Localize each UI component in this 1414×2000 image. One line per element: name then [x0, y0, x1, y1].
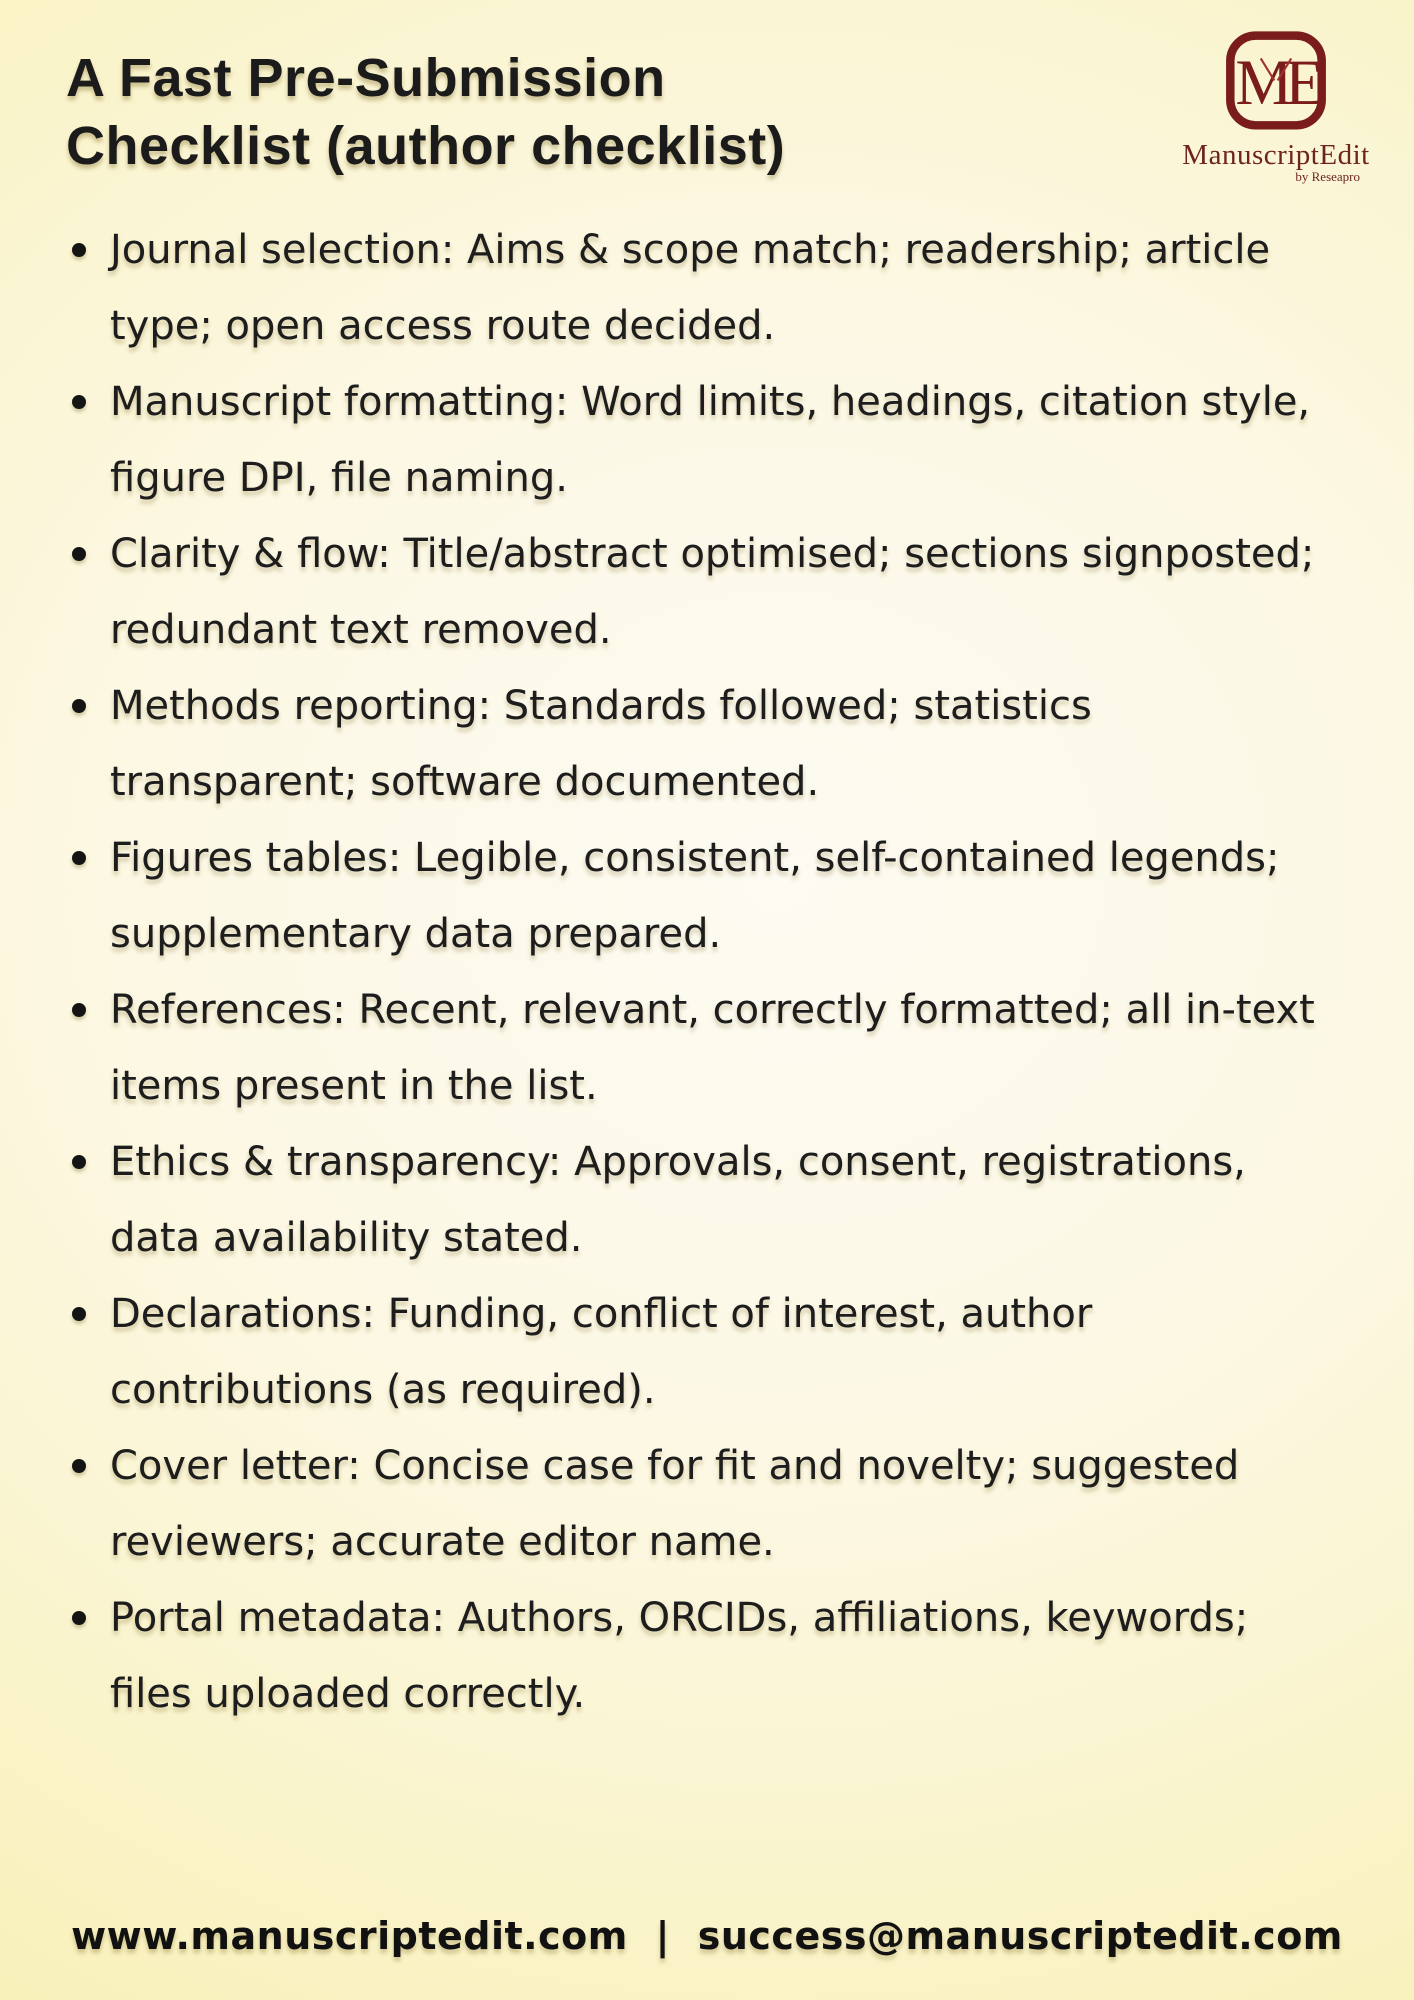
logo-wordmark: ManuscriptEdit — [1182, 139, 1370, 171]
footer-email: success@manuscriptedit.com — [697, 1914, 1343, 1958]
bullet-dot-icon — [72, 1155, 86, 1169]
bullet-dot-icon — [72, 699, 86, 713]
checklist-item-text: Methods reporting: Standards followed; statistics transparent; software documented. — [110, 683, 1092, 805]
checklist-item-text: References: Recent, relevant, correctly formatted; all in-text items present in the list. — [110, 987, 1315, 1109]
page-title-line1: A Fast Pre-Submission — [66, 48, 666, 108]
bullet-dot-icon — [72, 1307, 86, 1321]
monogram-text: ME — [1235, 47, 1317, 119]
bullet-dot-icon — [72, 1611, 86, 1625]
footer-separator: | — [655, 1914, 670, 1958]
checklist-item — [110, 212, 1340, 364]
bullet-dot-icon — [72, 1459, 86, 1473]
checklist-item-text: Manuscript formatting: Word limits, headings, citation style, figure DPI, file naming. — [110, 379, 1311, 501]
checklist-item — [110, 668, 1340, 820]
checklist-item — [110, 972, 1340, 1124]
bullet-dot-icon — [72, 851, 86, 865]
checklist-item — [110, 820, 1340, 972]
checklist-item-text: Portal metadata: Authors, ORCIDs, affiliations, keywords; files uploaded correctly. — [110, 1595, 1249, 1717]
checklist-item-text: Figures tables: Legible, consistent, self-contained legends; supplementary data prepared. — [110, 835, 1280, 957]
checklist-item — [110, 516, 1340, 668]
checklist-item — [110, 1428, 1340, 1580]
checklist — [110, 212, 1340, 1732]
bullet-dot-icon — [72, 243, 86, 257]
bullet-dot-icon — [72, 395, 86, 409]
checklist-item-text: Cover letter: Concise case for fit and novelty; suggested reviewers; accurate editor name. — [110, 1443, 1240, 1565]
checklist-item-text: Clarity & flow: Title/abstract optimised; sections signposted; redundant text removed. — [110, 531, 1315, 653]
checklist-item-text: Declarations: Funding, conflict of interest, author contributions (as required). — [110, 1291, 1093, 1413]
logo-tagline: by Reseapro — [1295, 169, 1360, 184]
manuscriptedit-logo — [1178, 28, 1374, 184]
page-title-line2: Checklist (author checklist) — [66, 116, 786, 176]
checklist-item — [110, 364, 1340, 516]
footer-contact — [0, 1914, 1414, 1958]
bullet-dot-icon — [72, 1003, 86, 1017]
checklist-item — [110, 1124, 1340, 1276]
footer-website: www.manuscriptedit.com — [71, 1914, 628, 1958]
checklist-item — [110, 1276, 1340, 1428]
page-title — [66, 44, 966, 180]
checklist-item-text: Ethics & transparency: Approvals, consent, registrations, data availability stated. — [110, 1139, 1246, 1261]
bullet-dot-icon — [72, 547, 86, 561]
checklist-item — [110, 1580, 1340, 1732]
checklist-item-text: Journal selection: Aims & scope match; readership; article type; open access route decided. — [110, 227, 1271, 349]
me-monogram-icon — [1221, 28, 1331, 138]
